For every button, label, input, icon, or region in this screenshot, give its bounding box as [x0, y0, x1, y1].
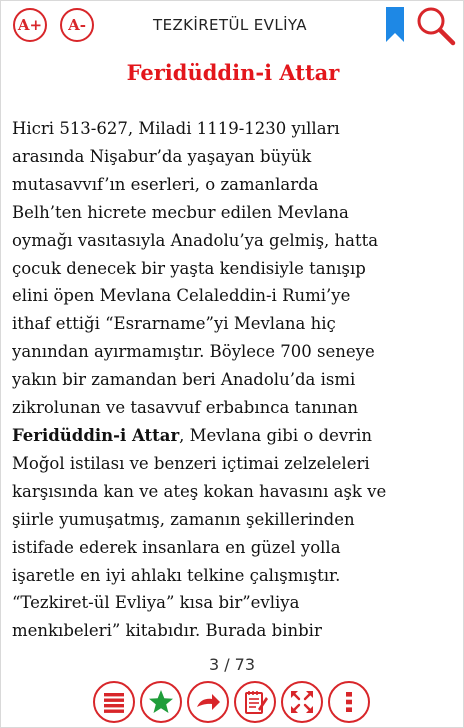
body-line: istifade ederek insanlara en güzel yolla: [12, 537, 341, 557]
body-line: Hicri 513-627, Miladi 1119-1230 yılları: [12, 119, 340, 138]
bold-line-rest: , Mevlana gibi o devrin: [179, 425, 372, 445]
article-body: [12, 115, 454, 640]
body-line: zikrolunan ve tasavvuf erbabınca tanınan: [12, 398, 359, 418]
favorite-button[interactable]: [140, 681, 182, 723]
more-icon: [335, 688, 363, 716]
bookmark-icon[interactable]: [384, 6, 406, 44]
bottom-toolbar: [93, 681, 373, 725]
contents-list-button[interactable]: [93, 681, 135, 723]
share-arrow-icon: [194, 688, 222, 716]
page-indicator: 3 / 73: [208, 655, 256, 674]
decrease-font-button[interactable]: A-: [60, 8, 94, 42]
body-line: elini öpen Mevlana Celaleddin-i Rumi’ye: [12, 286, 351, 306]
star-icon: [147, 688, 175, 716]
body-line: işaretle en iyi ahlakı telkine çalışmıştır.: [12, 565, 341, 585]
notes-icon: [241, 688, 269, 716]
header-bar: [0, 0, 464, 56]
bold-name: Feridüddin-i Attar: [12, 425, 180, 445]
body-line: yakın bir zamandan beri Anadolu’da ismi: [12, 370, 356, 390]
list-icon: [100, 688, 128, 716]
body-line: yanından ayırmamıştır. Böylece 700 seneye: [12, 342, 375, 362]
body-line: şiirle yumuşatmış, zamanın şekillerinden: [12, 509, 355, 529]
fullscreen-button[interactable]: [281, 681, 323, 723]
body-line-with-name: [12, 422, 454, 450]
notes-button[interactable]: [234, 681, 276, 723]
article-content: [12, 58, 454, 640]
body-line: arasında Nişabur’da yaşayan büyük: [12, 146, 312, 166]
app-title: TEZKİRETÜL EVLİYA: [153, 16, 307, 34]
article-heading: Feridüddin-i Attar: [126, 60, 340, 85]
fullscreen-icon: [288, 688, 316, 716]
body-line: ithaf ettiği “Esrarname”yi Mevlana hiç: [12, 314, 336, 334]
increase-font-button[interactable]: A+: [13, 8, 47, 42]
body-line: mutasavvıf’ın eserleri, o zamanlarda: [12, 174, 319, 194]
search-icon[interactable]: [414, 4, 456, 46]
body-line: menkıbeleri” kitabıdır. Burada binbir: [12, 621, 322, 640]
body-line: çocuk denecek bir yaşta kendisiyle tanışıp: [12, 258, 366, 278]
body-line: “Tezkiret-ül Evliya” kısa bir”evliya: [12, 593, 300, 613]
more-button[interactable]: [328, 681, 370, 723]
share-button[interactable]: [187, 681, 229, 723]
body-line: oymağı vasıtasıyla Anadolu’ya gelmiş, hatta: [12, 230, 379, 250]
body-line: karşısında kan ve ateş kokan havasını aşk ve: [12, 481, 387, 501]
body-line: Moğol istilası ve benzeri içtimai zelzeleleri: [12, 453, 370, 473]
body-line: Belh’ten hicrete mecbur edilen Mevlana: [12, 202, 349, 222]
